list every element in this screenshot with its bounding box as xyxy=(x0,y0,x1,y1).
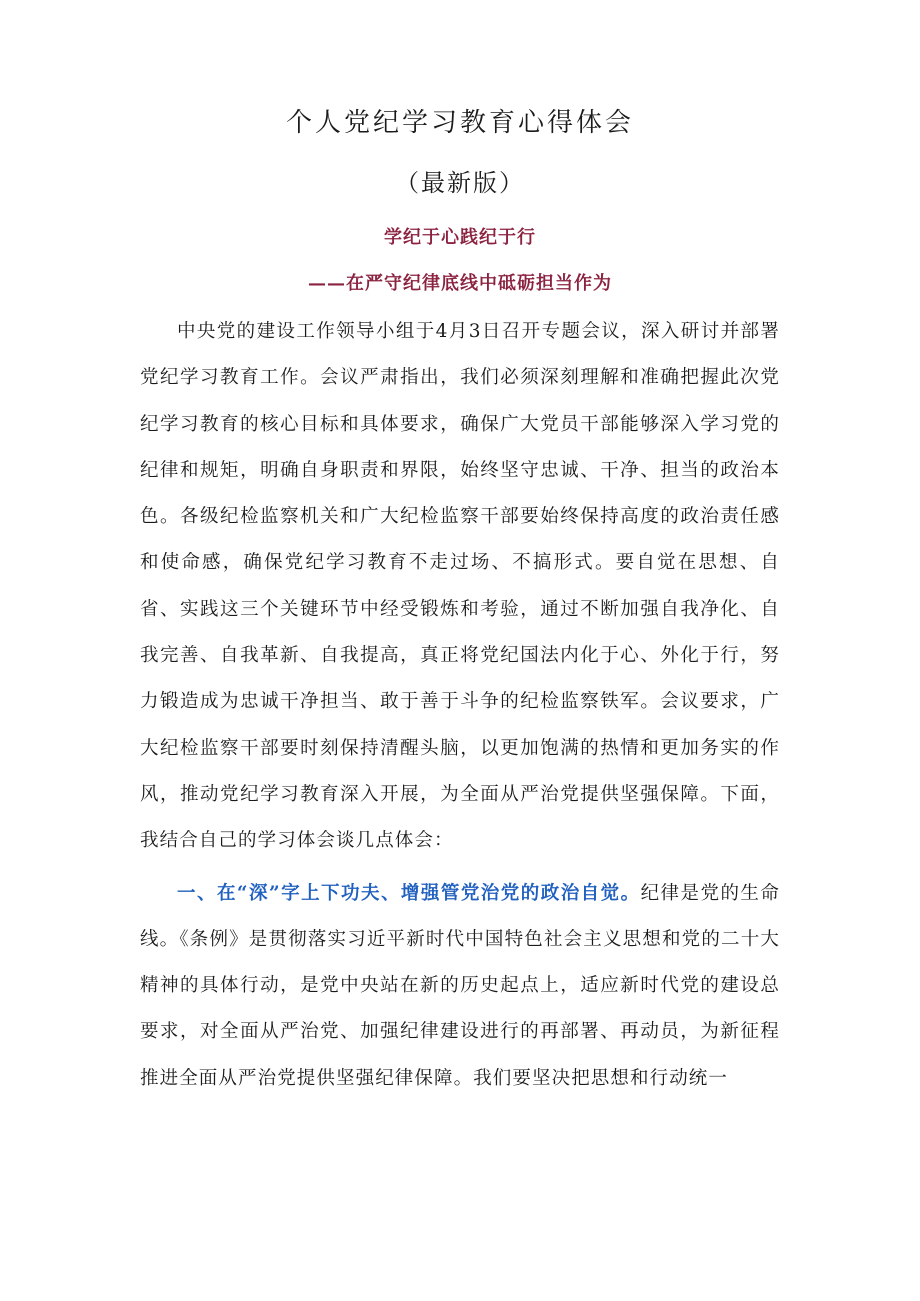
body-paragraph xyxy=(140,871,780,1102)
section-heading: 一、在“深”字上下功夫、增强管党治党的政治自觉。 xyxy=(177,882,641,904)
document-slogan-sub: ——在严守纪律底线中砥砺担当作为 xyxy=(308,273,612,294)
body-paragraph xyxy=(140,309,780,865)
document-slogan: 学纪于心践纪于行 xyxy=(384,227,536,248)
paragraph-text: 中央党的建设工作领导小组于4月3日召开专题会议，深入研讨并部署党纪学习教育工作。会议严肃指出，我们必须深刻理解和准确把握此次党纪学习教育的核心目标和具体要求，确保广大党员干部能够深入学习党的纪律和规矩，明确自身职责和界限，始终坚守忠诚、干净、担当的政治本色。各级纪检监察机关和广大纪检监察干部要始终保持高度的政治责任感和使命感，确保党纪学习教育不走过场、不搞形式。要自觉在思想、自省、实践这三个关键环节中经受锻炼和考验，通过不断加强自我净化、自我完善、自我革新、自我提高，真正将党纪国法内化于心、外化于行，努力锻造成为忠诚干净担当、敢于善于斗争的纪检监察铁军。会议要求，广大纪检监察干部要时刻保持清醒头脑，以更加饱满的热情和更加务实的作风，推动党纪学习教育深入开展，为全面从严治党提供坚强保障。下面，我结合自己的学习体会谈几点体会： xyxy=(140,321,780,852)
document-title: 个人党纪学习教育心得体会 xyxy=(285,108,634,138)
paragraph-text: 纪律是党的生命线。《条例》是贯彻落实习近平新时代中国特色社会主义思想和党的二十大精神的具体行动，是党中央站在新的历史起点上，适应新时代党的建设总要求，对全面从严治党、加强纪律建设进行的再部署、再动员，为新征程推进全面从严治党提供坚强纪律保障。我们要坚决把思想和行动统一 xyxy=(140,882,781,1089)
document-version: （最新版） xyxy=(395,169,525,197)
